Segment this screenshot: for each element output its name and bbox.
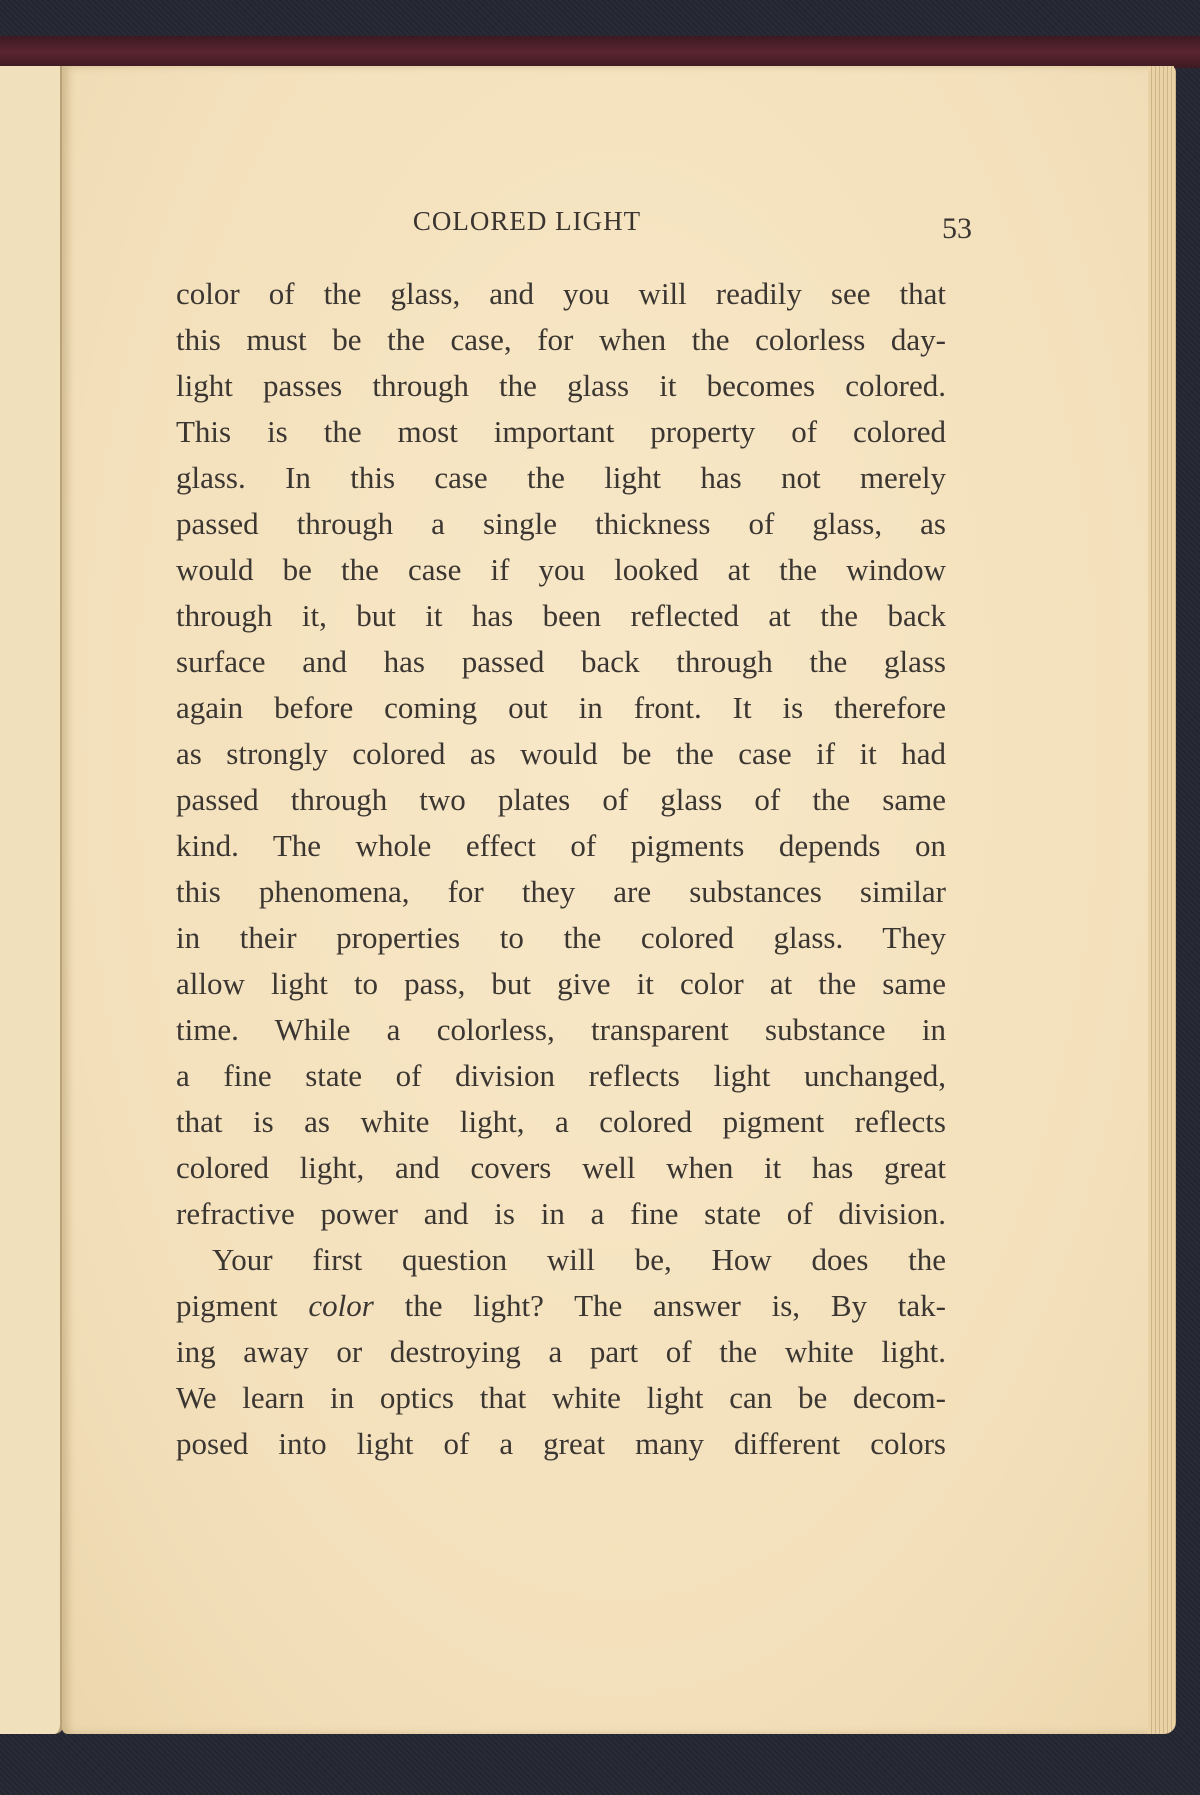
text-line: kind. The whole effect of pigments depends on: [176, 828, 946, 863]
text-line: allow light to pass, but give it color at the same: [176, 966, 946, 1001]
text-line: again before coming out in front. It is therefore: [176, 690, 946, 725]
text-line: that is as white light, a colored pigment reflects: [176, 1104, 946, 1139]
text-line: time. While a colorless, transparent substance in: [176, 1012, 946, 1047]
text-line: This is the most important property of colored: [176, 414, 946, 449]
left-page-edge: [0, 66, 64, 1734]
running-head: COLORED LIGHT: [412, 206, 642, 236]
text-line: passed through a single thickness of glass, as: [176, 506, 946, 541]
text-line: in their properties to the colored glass. They: [176, 920, 946, 955]
italic-emphasis: color: [308, 1288, 374, 1323]
text-line: [176, 1283, 946, 1329]
text-line: posed into light of a great many different colors: [176, 1426, 946, 1461]
text-line: glass. In this case the light has not merely: [176, 460, 946, 495]
text-line: color of the glass, and you will readily see that: [176, 276, 946, 311]
text-line: We learn in optics that white light can be decom-: [176, 1380, 946, 1415]
text-line: as strongly colored as would be the case if it had: [176, 736, 946, 771]
text-line: Your first question will be, How does the: [212, 1242, 946, 1277]
text-line: surface and has passed back through the glass: [176, 644, 946, 679]
text-line: would be the case if you looked at the window: [176, 552, 946, 587]
text-line: ing away or destroying a part of the white light.: [176, 1334, 946, 1369]
text-line: colored light, and covers well when it has great: [176, 1150, 946, 1185]
text-run: the light? The answer is, By tak-: [373, 1288, 946, 1323]
text-line: light passes through the glass it becomes colored.: [176, 368, 946, 403]
text-line: this must be the case, for when the colorless day-: [176, 322, 946, 357]
book-page: [62, 66, 1174, 1734]
page-number: 53: [942, 212, 972, 245]
body-text: [176, 271, 946, 1467]
text-line: this phenomena, for they are substances similar: [176, 874, 946, 909]
text-line: through it, but it has been reflected at the back: [176, 598, 946, 633]
book-spine-band: [0, 36, 1200, 68]
page-fore-edge: [1148, 66, 1176, 1734]
text-line: a fine state of division reflects light unchanged,: [176, 1058, 946, 1093]
text-line: passed through two plates of glass of the same: [176, 782, 946, 817]
text-run: pigment: [176, 1288, 309, 1323]
text-line: refractive power and is in a fine state of division.: [176, 1196, 946, 1231]
